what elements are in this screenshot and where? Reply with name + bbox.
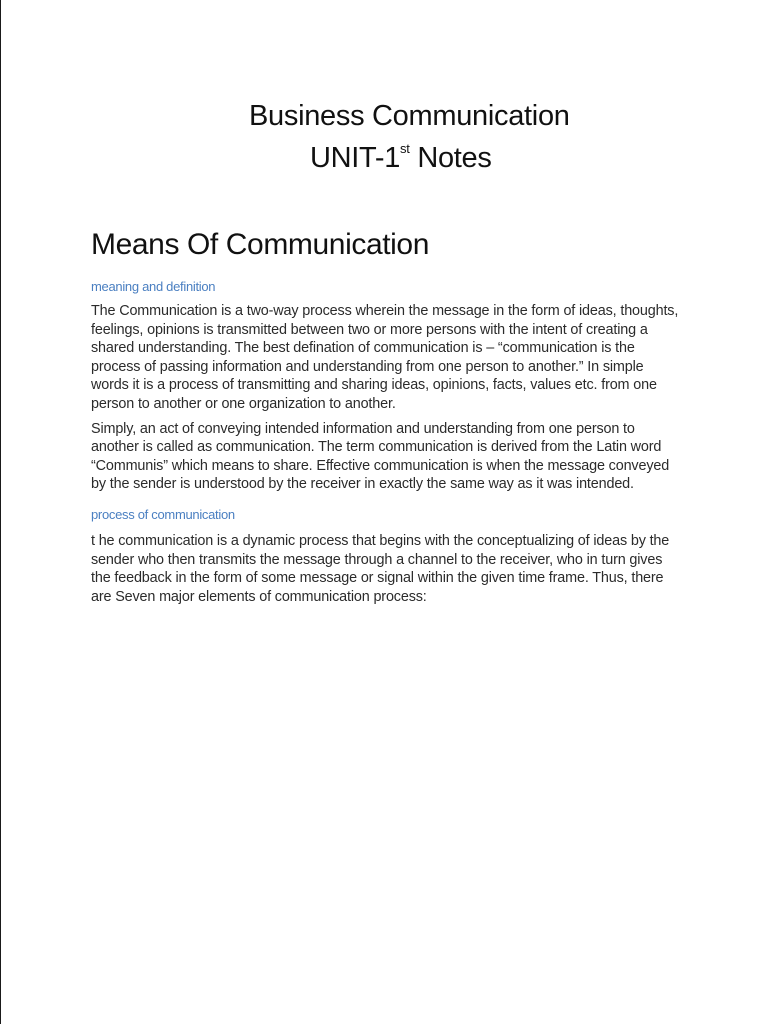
subheading-meaning-definition: meaning and definition bbox=[91, 279, 216, 294]
subheading-process: process of communication bbox=[91, 506, 235, 522]
unit-ordinal-suffix: st bbox=[400, 141, 410, 156]
page-left-border bbox=[0, 0, 1, 1024]
document-body bbox=[91, 226, 679, 612]
paragraph-process: t he communication is a dynamic process that begins with the conceptualizing of ideas by the sender who then transmits the message through a channel to the receiver, who in turn gives the feedback in the form of some message or signal within the given time frame. Thus, there are Seven major elements of communication process: bbox=[91, 532, 670, 605]
paragraph-definition: The Communication is a two-way process wherein the message in the form of ideas, thoughts, feelings, opinions is transmitted between two or more persons with the intent of creating a shared understanding. The best defination of communication is – “communication is the process of passing information and understanding from one person to another.” In simple words it is a process of transmitting and sharing ideas, opinions, facts, values etc. from one person to another or one organization to another. bbox=[91, 303, 679, 412]
document-subtitle bbox=[310, 140, 492, 176]
notes-label: Notes bbox=[409, 142, 492, 174]
document-title: Business Communication bbox=[249, 100, 570, 132]
paragraph-simple-definition: Simply, an act of conveying intended information and understanding from one person to another is called as communication. The term communication is derived from the Latin word “Communis” which means to share. Effective communication is when the message conveyed by the sender is understood by the receiver in exactly the same way as it was intended. bbox=[91, 420, 670, 493]
section-heading: Means Of Communication bbox=[91, 228, 430, 261]
unit-label: UNIT-1 bbox=[310, 142, 401, 174]
